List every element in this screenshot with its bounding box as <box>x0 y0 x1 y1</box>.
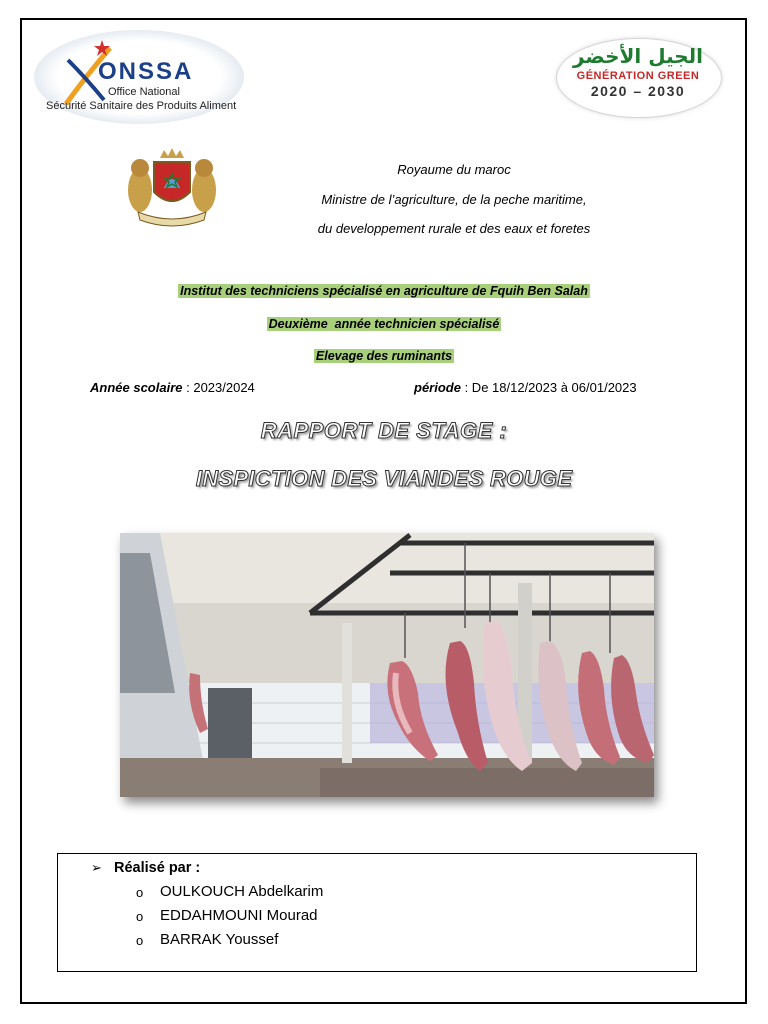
ministry-line-1: Ministre de l’agriculture, de la peche maritime, <box>321 192 587 207</box>
arrow-bullet-icon: ➢ <box>91 860 102 875</box>
institute-line <box>0 282 768 300</box>
ministry-line-2: du developpement rurale et des eaux et foretes <box>317 221 591 236</box>
circle-bullet-icon: o <box>136 885 144 900</box>
onssa-logo <box>34 30 244 124</box>
onssa-line2: Sécurité Sanitaire des Produits Aliment <box>46 100 237 112</box>
onssa-line1: Office National <box>108 86 180 98</box>
institute-level: Deuxième année technicien spécialisé <box>268 317 500 331</box>
generation-green-label: GÉNÉRATION GREEN <box>576 70 700 82</box>
kingdom-line: Royaume du maroc <box>397 162 511 177</box>
circle-bullet-icon: o <box>136 933 144 948</box>
school-year-label: Année scolaire <box>90 380 183 395</box>
period-label: période <box>414 380 461 395</box>
author-name: EDDAHMOUNI Mourad <box>160 907 318 924</box>
level-line <box>0 315 768 333</box>
generation-green-logo <box>556 38 720 116</box>
school-year-value: : 2023/2024 <box>182 380 255 395</box>
institute-name: Institut des techniciens spécialisé en agriculture de Fquih Ben Salah <box>180 284 588 298</box>
report-subtitle: INSPICTION DES VIANDES ROUGE <box>195 466 573 491</box>
period-value: : De 18/12/2023 à 06/01/2023 <box>460 380 637 395</box>
author-name: BARRAK Youssef <box>160 931 279 948</box>
onssa-name: ONSSA <box>98 58 194 85</box>
generation-green-years: 2020 – 2030 <box>590 83 686 99</box>
institute-field: Elevage des ruminants <box>315 349 453 363</box>
period <box>414 380 637 395</box>
field-line <box>0 347 768 365</box>
author-name: OULKOUCH Abdelkarim <box>160 883 324 900</box>
authors-box <box>57 853 697 972</box>
report-title: RAPPORT DE STAGE : <box>260 418 508 443</box>
slaughterhouse-photo <box>120 533 654 797</box>
school-year <box>90 380 255 395</box>
generation-green-arabic: الجيل الأخضر <box>572 44 704 68</box>
moroccan-coat-of-arms-icon <box>124 148 220 228</box>
circle-bullet-icon: o <box>136 909 144 924</box>
authors-heading: Réalisé par : <box>114 860 201 876</box>
